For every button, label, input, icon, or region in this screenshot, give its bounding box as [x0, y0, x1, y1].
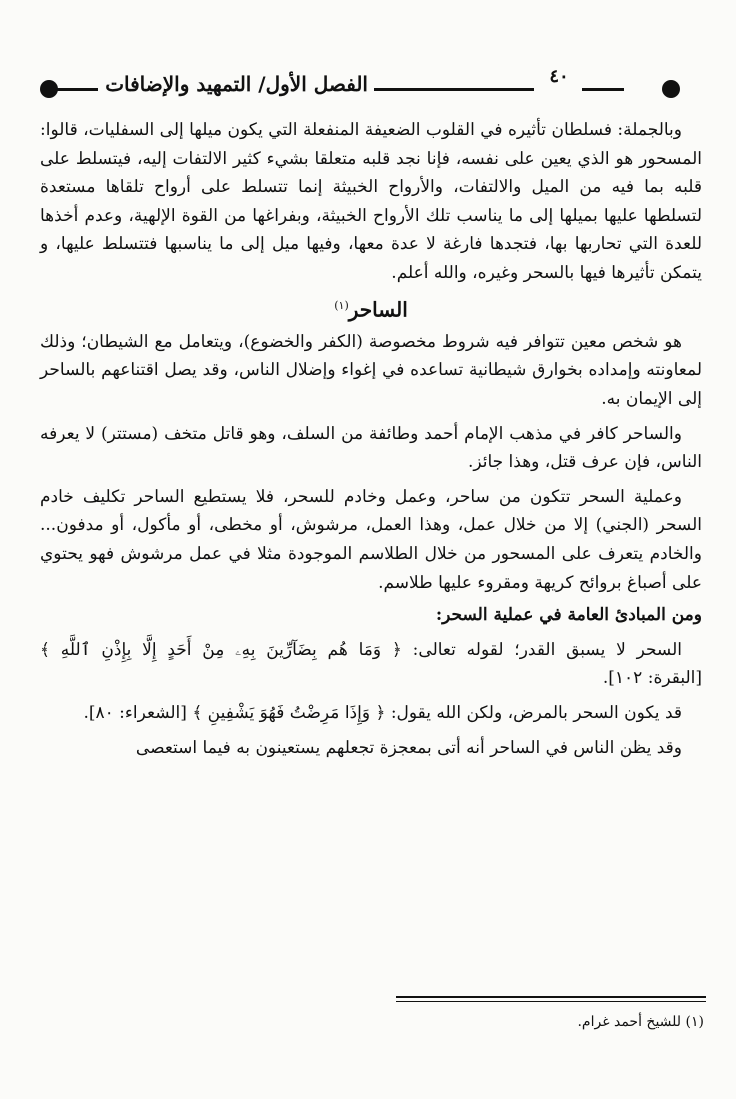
header-rule	[582, 88, 624, 91]
running-header	[22, 66, 712, 106]
header-ornament-dot-right	[662, 80, 680, 98]
paragraph	[40, 699, 702, 728]
paragraph: والساحر كافر في مذهب الإمام أحمد وطائفة من السلف، وهو قاتل متخف (مستتر) لا يعرفه الناس، فإن عرف قتل، وهذا جائز.	[40, 423, 702, 473]
chapter-title: الفصل الأول/ التمهيد والإضافات	[105, 72, 368, 96]
footnote-separator	[396, 1001, 706, 1002]
header-rule	[374, 88, 534, 91]
paragraph-text: السحر لا يسبق القدر؛ لقوله تعالى:	[412, 639, 683, 660]
paragraph-text: قد يكون السحر بالمرض، ولكن الله يقول:	[390, 702, 682, 723]
paragraph	[40, 636, 702, 693]
page-body	[40, 116, 702, 762]
quran-verse: ﴿ وَإِذَا مَرِضْتُ فَهُوَ يَشْفِينِ ﴾	[192, 702, 386, 723]
footnote-marker: (١)	[334, 298, 349, 312]
paragraph: وقد يظن الناس في الساحر أنه أتى بمعجزة تجعلهم يستعينون به فيما استعصى	[135, 737, 682, 758]
footnote: (١) للشيخ أحمد غرام.	[577, 1014, 704, 1030]
section-title: الساحر	[348, 297, 408, 322]
paragraph: وعملية السحر تتكون من ساحر، وعمل وخادم للسحر، فلا يستطيع الساحر تكليف خادم السحر (الجني) إلا من خلال عمل، وهذا العمل، مرشوش، أو مخطى، أو مأكول، أو مدفون... والخادم يتعرف على المسحور من خلال الطلاسم الموجودة مثلا في عمل مرشوش فهو يحتوي على أصباغ بروائح كريهة ومقروء عليها طلاسم.	[40, 486, 702, 593]
verse-reference: [الشعراء: ٨٠].	[83, 702, 187, 723]
paragraph: وبالجملة: فسلطان تأثيره في القلوب الضعيفة المنفعلة التي يكون ميلها إلى السفليات، قالوا: المسحور هو الذي يعين على نفسه، فإنا نجد قلبه متعلقا بشيء كثير الالتفات إليه، فيتسلط على قلبه بما فيه من الميل والالتفات، والأرواح الخبيثة إنما تتسلط على أرواح تلقاها مستعدة لتسلطها عليها بميلها إلى ما يناسب تلك الأرواح الخبيثة، وبفراغها من القوة الإلهية، وعدم أخذها للعدة التي تحاربها بها، فتجدها فارغة لا عدة معها، وفيها ميل إلى ما يناسبها فتتسلط عليها، و يتمكن تأثيرها فيها بالسحر وغيره، والله أعلم.	[40, 120, 702, 283]
page-number: ٤٠	[549, 66, 569, 87]
paragraph: هو شخص معين تتوافر فيه شروط مخصوصة (الكفر والخضوع)، ويتعامل مع الشيطان؛ وذلك لمعاونته وإمداده بخوارق شيطانية تساعده في إغواء وإضلال الناس، وقد يصل اقتناعهم بالساحر إلى الإيمان به.	[40, 331, 702, 409]
subheading: ومن المبادئ العامة في عملية السحر:	[435, 605, 702, 626]
quran-verse: ﴿ وَمَا هُم بِضَآرِّينَ بِهِۦ مِنْ أَحَدٍ إِلَّا بِإِذْنِ ٱللَّهِ ﴾	[40, 639, 402, 660]
header-rule	[56, 88, 98, 91]
section-heading	[40, 292, 702, 324]
footnote-separator	[396, 996, 706, 998]
verse-reference: [البقرة: ١٠٢].	[602, 668, 702, 689]
